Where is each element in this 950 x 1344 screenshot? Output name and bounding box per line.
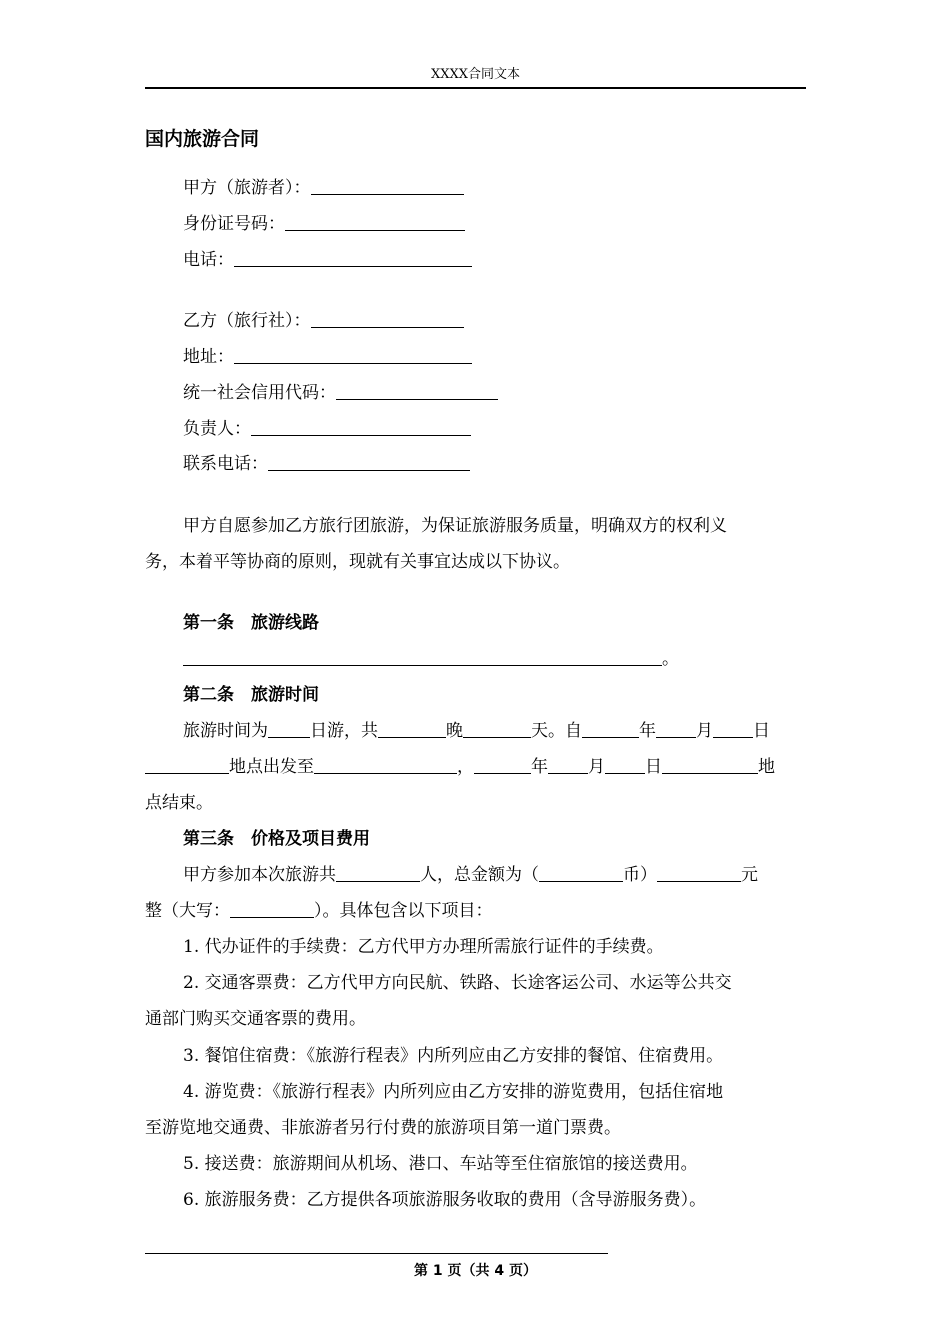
text: 币）	[623, 865, 657, 885]
currency-blank	[539, 864, 623, 882]
end-place-blank	[662, 756, 758, 774]
start-place-blank	[145, 756, 229, 774]
header-rule	[145, 87, 806, 89]
text: 整（大写：	[145, 901, 230, 921]
article-2-line-3: 点结束。	[145, 793, 213, 813]
start-year-blank	[582, 720, 639, 738]
fee-item-6: 6. 旅游服务费：乙方提供各项旅游服务收取的费用（含导游服务费）。	[183, 1190, 707, 1210]
people-count-blank	[336, 864, 420, 882]
party-b-name-blank	[311, 310, 464, 328]
text: 旅游时间为	[183, 721, 268, 741]
text: 甲方参加本次旅游共	[183, 865, 336, 885]
party-a-phone-label: 电话：	[183, 250, 234, 270]
text: 月	[696, 721, 713, 741]
party-b-contact-field	[183, 452, 470, 476]
text: 人，总金额为（	[420, 865, 539, 885]
start-month-blank	[656, 720, 696, 738]
party-b-address-label: 地址：	[183, 347, 234, 367]
article-3-line-2	[145, 899, 493, 923]
document-title: 国内旅游合同	[145, 128, 260, 150]
text: 元	[741, 865, 758, 885]
party-a-name-label: 甲方（旅游者）：	[183, 178, 311, 198]
end-day-blank	[605, 756, 645, 774]
party-b-address-field	[183, 345, 472, 369]
end-month-blank	[548, 756, 588, 774]
text: 日游，共	[310, 721, 378, 741]
party-b-credit-code-label: 统一社会信用代码：	[183, 383, 336, 403]
party-b-name-label: 乙方（旅行社）：	[183, 311, 311, 331]
amount-blank	[657, 864, 741, 882]
nights-blank	[378, 720, 446, 738]
party-a-name-blank	[311, 177, 464, 195]
text: ）。具体包含以下项目：	[314, 901, 493, 921]
party-b-person-label: 负责人：	[183, 419, 251, 439]
intro-line-1: 甲方自愿参加乙方旅行团旅游，为保证旅游服务质量，明确双方的权利义	[183, 516, 727, 536]
text: 地点出发至	[229, 757, 314, 777]
end-date-blank	[314, 756, 457, 774]
party-a-phone-field	[183, 248, 472, 272]
party-a-id-field	[183, 212, 465, 236]
text: ，	[457, 757, 474, 777]
party-a-phone-blank	[234, 249, 472, 267]
party-a-name-field	[183, 176, 464, 200]
fee-item-4: 4. 游览费：《旅游行程表》内所列应由乙方安排的游览费用，包括住宿地	[183, 1082, 724, 1102]
party-b-address-blank	[234, 346, 472, 364]
party-a-id-label: 身份证号码：	[183, 214, 285, 234]
route-blank	[183, 648, 662, 666]
article-1-heading: 第一条 旅游线路	[183, 613, 319, 633]
page-number: 第 1 页（共 4 页）	[414, 1263, 537, 1279]
article-1-route-field	[183, 647, 679, 671]
text: 晚	[446, 721, 463, 741]
article-2-line-2	[145, 755, 775, 779]
text: 月	[588, 757, 605, 777]
fee-item-2: 2. 交通客票费：乙方代甲方向民航、铁路、长途客运公司、水运等公共交	[183, 973, 732, 993]
party-b-contact-label: 联系电话：	[183, 454, 268, 474]
end-year-blank	[474, 756, 531, 774]
party-b-name-field	[183, 309, 464, 333]
total-days-blank	[463, 720, 531, 738]
fee-item-4-cont: 至游览地交通费、非旅游者另行付费的旅游项目第一道门票费。	[145, 1118, 621, 1138]
footer-rule	[145, 1253, 608, 1254]
text: 天。自	[531, 721, 582, 741]
article-2-heading: 第二条 旅游时间	[183, 685, 319, 705]
fee-item-1: 1. 代办证件的手续费：乙方代甲方办理所需旅行证件的手续费。	[183, 937, 664, 957]
party-b-credit-code-blank	[336, 382, 498, 400]
fee-item-3: 3. 餐馆住宿费：《旅游行程表》内所列应由乙方安排的餐馆、住宿费用。	[183, 1046, 724, 1066]
text: 年	[531, 757, 548, 777]
fee-item-2-cont: 通部门购买交通客票的费用。	[145, 1009, 366, 1029]
article-3-line-1	[183, 863, 758, 887]
text: 日	[645, 757, 662, 777]
text: 地	[758, 757, 775, 777]
intro-line-2: 务，本着平等协商的原则，现就有关事宜达成以下协议。	[145, 552, 570, 572]
amount-words-blank	[230, 900, 314, 918]
party-b-person-field	[183, 417, 471, 441]
route-end: 。	[662, 649, 679, 669]
article-2-line-1	[183, 719, 770, 743]
text: 年	[639, 721, 656, 741]
start-day-blank	[713, 720, 753, 738]
fee-item-5: 5. 接送费：旅游期间从机场、港口、车站等至住宿旅馆的接送费用。	[183, 1154, 698, 1174]
days-blank	[268, 720, 310, 738]
text: 日	[753, 721, 770, 741]
party-b-contact-blank	[268, 453, 470, 471]
article-3-heading: 第三条 价格及项目费用	[183, 829, 370, 849]
party-b-credit-code-field	[183, 381, 498, 405]
page-header: XXXX合同文本	[430, 67, 521, 82]
party-a-id-blank	[285, 213, 465, 231]
party-b-person-blank	[251, 418, 471, 436]
